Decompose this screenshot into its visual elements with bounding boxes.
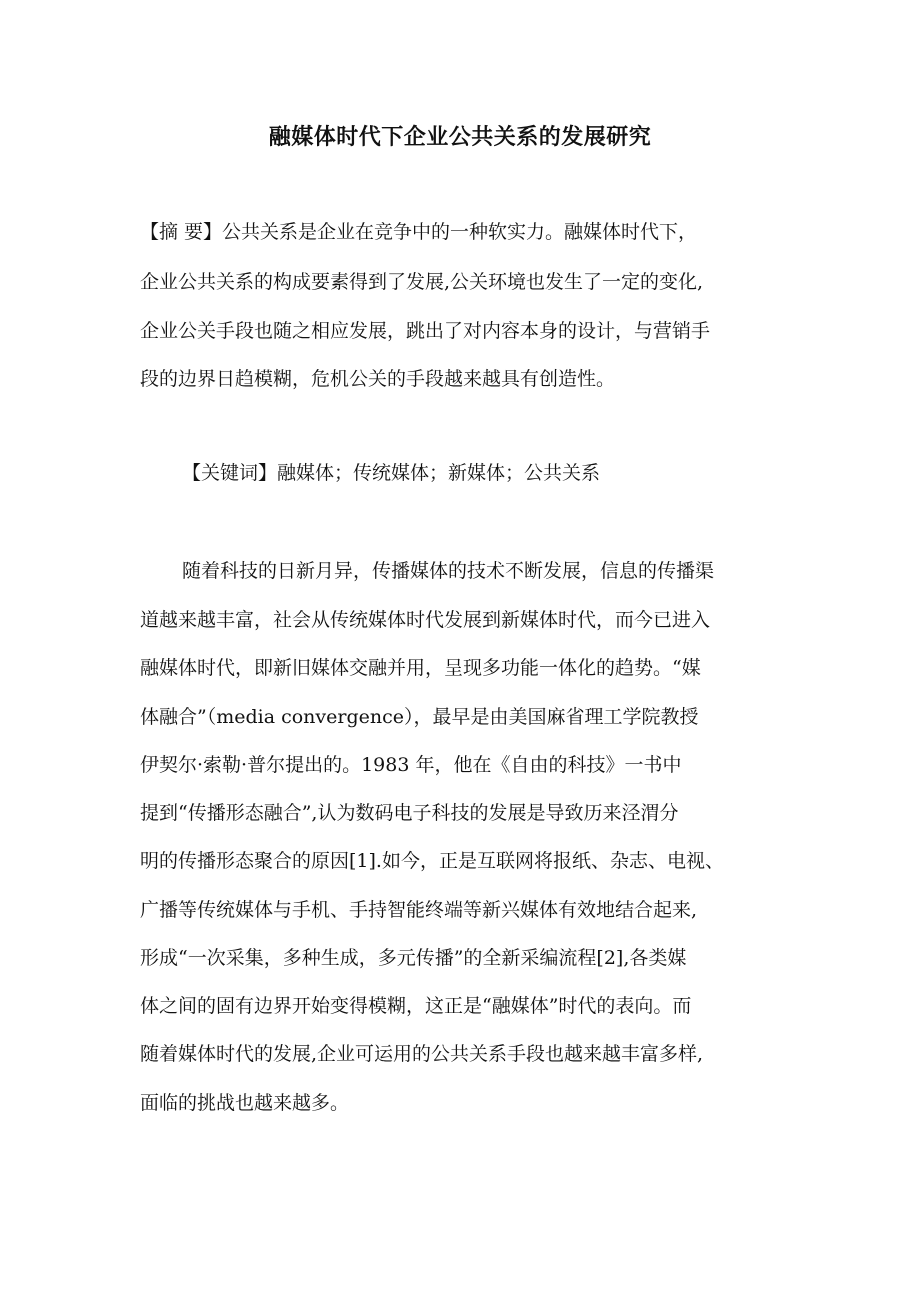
body-line: 面临的挑战也越来越多。 [140,1092,350,1114]
body-line: 融媒体时代，即新旧媒体交融并用，呈现多功能一体化的趋势。“媒 [140,657,701,679]
body-line: 随着科技的日新月异，传播媒体的技术不断发展，信息的传播渠 [182,560,715,582]
body-line: 广播等传统媒体与手机、手持智能终端等新兴媒体有效地结合起来, [140,899,698,921]
body-line: 体融合”（media convergence），最早是由美国麻省理工学院教授 [140,706,699,728]
body-line: 伊契尔·索勒·普尔提出的。1983 年，他在《自由的科技》一书中 [140,754,682,776]
document-title: 融媒体时代下企业公共关系的发展研究 [268,124,652,150]
abstract-line: 企业公关手段也随之相应发展，跳出了对内容本身的设计，与营销手 [140,320,711,342]
abstract-line: 段的边界日趋模糊，危机公关的手段越来越具有创造性。 [140,368,616,390]
body-line: 道越来越丰富，社会从传统媒体时代发展到新媒体时代，而今已进入 [140,609,711,631]
abstract-line: 企业公共关系的构成要素得到了发展,公关环境也发生了一定的变化, [140,271,704,293]
keywords-line: 【关键词】融媒体；传统媒体；新媒体；公共关系 [182,462,601,484]
body-line: 随着媒体时代的发展,企业可运用的公共关系手段也越来越丰富多样, [140,1043,704,1065]
body-line: 提到“传播形态融合”,认为数码电子科技的发展是导致历来泾渭分 [140,802,679,824]
body-line: 形成“一次采集，多种生成，多元传播”的全新采编流程[2],各类媒 [140,947,687,969]
body-line: 体之间的固有边界开始变得模糊，这正是“融媒体”时代的表向。而 [140,995,692,1017]
abstract-line: 【摘 要】公共关系是企业在竞争中的一种软实力。融媒体时代下， [140,221,698,243]
body-line: 明的传播形态聚合的原因[1].如今，正是互联网将报纸、杂志、电视、 [140,850,724,872]
